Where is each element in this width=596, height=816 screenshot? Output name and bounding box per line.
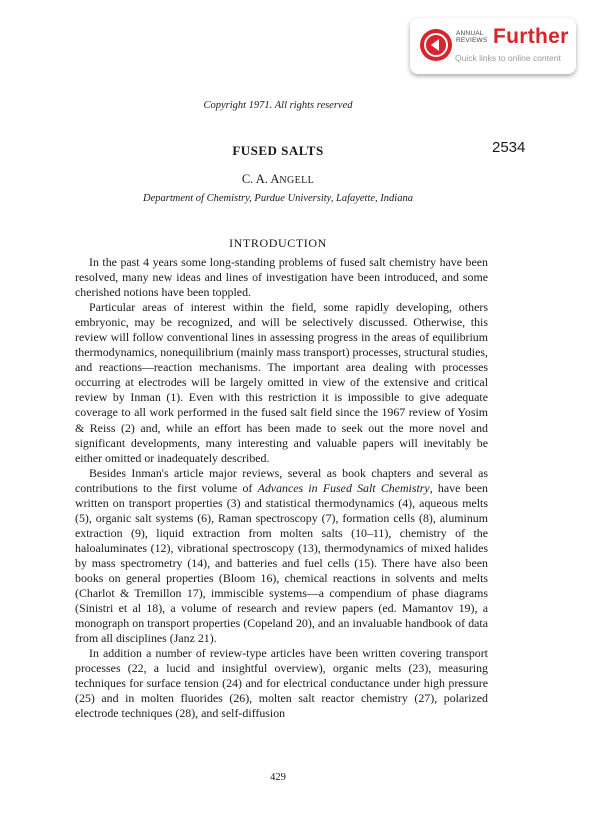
paragraph-4: In addition a number of review-type articles have been written covering transport processes (22, a lucid and insightful overview), organic melts (23), measuring techniques for surface tension (24) and for electrical conductance under high pressure (25) and in molten fluorides (26), molten salt reactor chemistry (27), polarized electrode techniques (28), and self-diffusion <box>75 646 488 721</box>
annual-reviews-logo <box>456 30 496 44</box>
reviews-text: REVIEWS <box>456 37 488 44</box>
page-number: 429 <box>270 772 286 783</box>
section-heading: INTRODUCTION <box>229 236 327 250</box>
author-surname-initial: A <box>270 172 280 186</box>
author-affiliation: Department of Chemistry, Purdue University, Lafayette, Indiana <box>143 193 413 204</box>
author-name <box>0 172 556 187</box>
book-title: Advances in Fused Salt Chemistry <box>257 480 430 495</box>
author-initials: C. A. <box>241 172 271 186</box>
further-label: Further <box>493 25 569 48</box>
copyright-notice: Copyright 1971. All rights reserved <box>203 100 353 111</box>
quick-links-label: Quick links to online content <box>455 53 561 63</box>
author-surname-rest: NGELL <box>279 175 315 186</box>
further-badge[interactable] <box>410 18 576 74</box>
paragraph-1: In the past 4 years some long-standing problems of fused salt chemistry have been resolved, many new ideas and lines of investigation have been introduced, and some cherished notions have been toppled. <box>75 255 488 300</box>
article-title: FUSED SALTS <box>232 143 324 158</box>
paragraph-3-start: Besides Inman's article major reviews, several as book chapters and several as contributions to the first volume of <box>75 465 488 495</box>
play-back-icon <box>420 29 452 61</box>
annual-text: ANNUAL <box>456 30 484 37</box>
paragraph-3 <box>75 466 488 647</box>
paragraph-3-end: , have been written on transport properties (3) and statistical thermodynamics (4), aqueous melts (5), organic salt systems (6), Raman spectroscopy (7), formation cells (8), aluminum extraction (9), liquid extraction from molten salts (10–11), chemistry of the haloaluminates (12), vibrational spectroscopy (13), thermodynamics of mixed halides by mass spectrometry (14), and batteries and fuel cells (15). There have also been books on general properties (Bloom 16), chemical reactions in solvents and melts (Charlot & Tremillon 17), immiscible systems—a compendium of phase diagrams (Sinistri et al 18), a volume of research and review papers (ed. Mamantov 19), a monograph on transport properties (Copeland 20), and an invaluable handbook of data from all disciplines (Janz 21). <box>75 480 489 646</box>
paragraph-2: Particular areas of interest within the field, some rapidly developing, others embryonic, may be recognized, and will be selectively discussed. Otherwise, this review will follow conventional lines in assessing progress in the areas of equilibrium thermodynamics, nonequilibrium (mainly mass transport) processes, structural studies, and reactions—reaction mechanisms. The important area dealing with processes occurring at electrodes will be largely omitted in view of the extensive and critical review by Inman (1). Even with this restriction it is impossible to give adequate coverage to all work performed in the fused salt field since the 1967 review of Yosim & Reiss (2) and, while an effort has been made to seek out the more novel and significant developments, many interesting and valuable papers will inevitably be either omitted or inadequately described. <box>75 300 488 465</box>
page-code: 2534 <box>492 139 526 156</box>
article-body <box>75 255 488 721</box>
